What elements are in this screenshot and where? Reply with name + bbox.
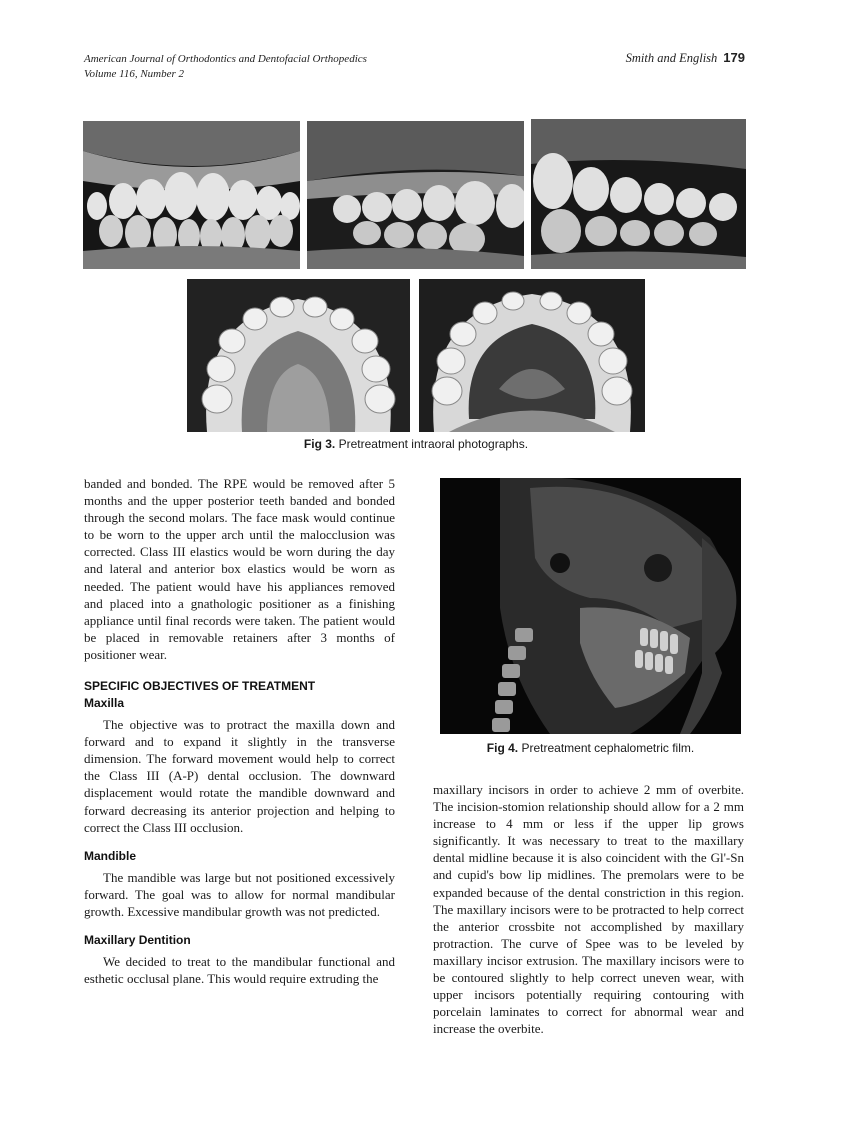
intraoral-photo-right-lateral (307, 121, 524, 269)
page-header-right (626, 50, 745, 66)
figure-4-caption (440, 741, 741, 755)
header-authors: Smith and English (625, 51, 718, 65)
figure-3-label: Fig 3. (303, 437, 336, 451)
figure-3-caption-text: Pretreatment intraoral photographs. (338, 437, 529, 451)
section-heading: SPECIFIC OBJECTIVES OF TREATMENT (84, 679, 316, 694)
maxillary-dentition-heading: Maxillary Dentition (84, 932, 191, 947)
figure-4-caption-text: Pretreatment cephalometric film. (521, 741, 695, 755)
right-column-paragraph: maxillary incisors in order to achieve 2 mm of overbite. The incision-stomion relationship should allow for a 2 mm increase to 4 mm or less if the upper lip grows significantly. It was necessary to treat to the maxillary dental midline because it is also coincident with the Gl'-Sn and cupid's bow lip midlines. The premolars were to be expanded because of the dental constriction in this region. The maxillary incisors were to be protracted to help correct the anterior crossbite not accomplished by maxillary protraction. The curve of Spee was to be leveled by maxillary incisor extrusion. The maxillary incisors were to be contoured slightly to help correct uneven wear, with upper incisors potentially requiring contouring with porcelain laminates to correct for abnormal wear and increase the overbite. (433, 782, 744, 1037)
intraoral-photo-maxillary-occlusal (187, 279, 410, 432)
maxillary-dentition-paragraph: We decided to treat to the mandibular functional and esthetic occlusal plane. This would require extruding the (84, 953, 395, 987)
figure-3-caption (187, 437, 645, 451)
left-column (84, 475, 395, 987)
running-header (84, 52, 367, 82)
cephalometric-film (440, 478, 741, 734)
maxilla-paragraph: The objective was to protract the maxilla down and forward and to expand it slightly in the transverse dimension. The forward movement would help to correct the Class III (A-P) dental occlusion. The downward displacement would rotate the mandible downward and forward decreasing its anterior projection and helping to correct the Class III occlusion. (84, 717, 395, 835)
journal-title: American Journal of Orthodontics and Dentofacial Orthopedics (84, 53, 367, 65)
mandible-heading: Mandible (84, 848, 137, 863)
intraoral-photo-frontal (83, 121, 300, 269)
intraoral-photo-mandibular-occlusal (419, 279, 645, 432)
mandible-paragraph: The mandible was large but not positioned excessively forward. The goal was to allow for normal mandibular growth. Excessive mandibular growth was not predicted. (84, 869, 395, 919)
page-number: 179 (723, 50, 745, 65)
maxilla-heading: Maxilla (84, 696, 125, 711)
intraoral-photo-left-lateral (531, 119, 746, 269)
intro-paragraph: banded and bonded. The RPE would be removed after 5 months and the upper posterior teeth banded and bonded through the second molars. The face mask would continue to be worn to the upper arch until the malocclusion was corrected. Class III elastics would be worn during the day and lateral and anterior box elastics would be worn as needed. The patient would have his appliances removed and placed into a gnathologic positioner as a finishing appliance until final records were taken. The patient would be placed in removable retainers after 3 months of positioner wear. (84, 476, 395, 662)
journal-volume: Volume 116, Number 2 (84, 68, 185, 80)
figure-4-label: Fig 4. (486, 741, 519, 755)
right-column (433, 781, 744, 1037)
